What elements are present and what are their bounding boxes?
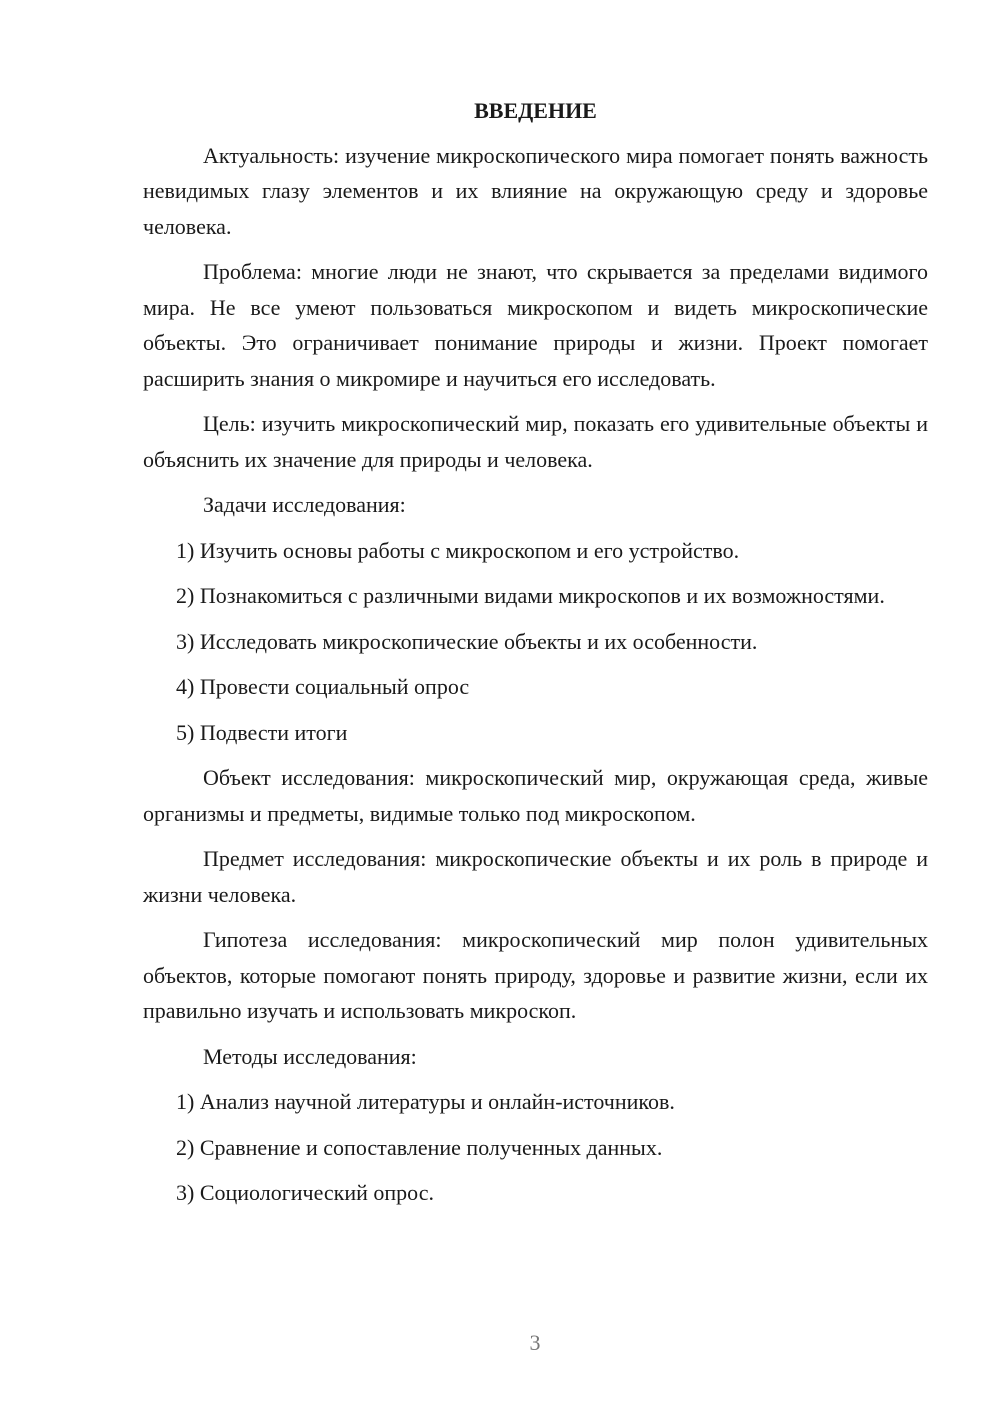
task-item-2: 2) Познакомиться с различными видами микроскопов и их возможностями. <box>176 583 885 608</box>
problem-paragraph: Проблема: многие люди не знают, что скрывается за пределами видимого мира. Не все умеют пользоваться микроскопом и видеть микроскопические объекты. Это ограничивает понимание природы и жизни. Проект помогает расширить знания о микромире и научиться его исследовать. <box>143 259 928 391</box>
subject-paragraph: Предмет исследования: микроскопические объекты и их роль в природе и жизни человека. <box>143 846 928 907</box>
goal-paragraph: Цель: изучить микроскопический мир, показать его удивительные объекты и объяснить их значение для природы и человека. <box>143 411 928 472</box>
method-item-1: 1) Анализ научной литературы и онлайн-источников. <box>176 1089 675 1114</box>
method-item-2: 2) Сравнение и сопоставление полученных данных. <box>176 1134 663 1160</box>
task-item-4: 4) Провести социальный опрос <box>176 674 470 699</box>
document-page <box>143 93 928 1221</box>
relevance-paragraph: Актуальность: изучение микроскопического мира помогает понять важность невидимых глазу элементов и их влияние на окружающую среду и здоровье человека. <box>143 142 928 239</box>
page-title: ВВЕДЕНИЕ <box>474 98 597 123</box>
method-item-3: 3) Социологический опрос. <box>176 1180 434 1205</box>
hypothesis-paragraph: Гипотеза исследования: микроскопический мир полон удивительных объектов, которые помогают понять природу, здоровье и развитие жизни, если их правильно изучать и использовать микроскоп. <box>143 927 928 1023</box>
task-item-1: 1) Изучить основы работы с микроскопом и его устройство. <box>176 537 740 563</box>
methods-heading: Методы исследования: <box>203 1043 417 1069</box>
page-number: 3 <box>529 1330 541 1355</box>
object-paragraph: Объект исследования: микроскопический мир, окружающая среда, живые организмы и предметы, видимые только под микроскопом. <box>143 765 928 826</box>
task-item-5: 5) Подвести итоги <box>176 719 348 745</box>
tasks-heading: Задачи исследования: <box>203 492 406 517</box>
task-item-3: 3) Исследовать микроскопические объекты и их особенности. <box>176 628 758 654</box>
